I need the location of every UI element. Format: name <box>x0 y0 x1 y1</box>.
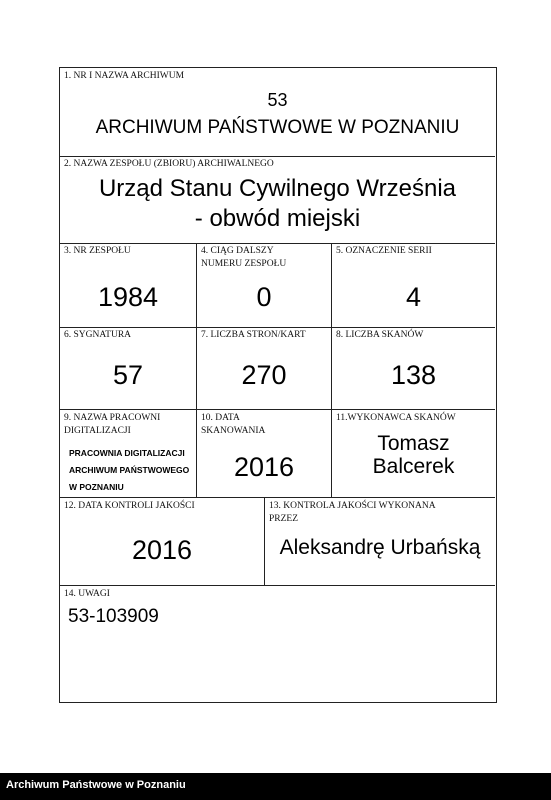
qc-date-value: 2016 <box>131 535 193 565</box>
archive-name: ARCHIWUM PAŃSTWOWE W POZNANIU <box>95 117 460 138</box>
footer-text: Archiwum Państwowe w Poznaniu <box>6 779 186 791</box>
scans-value: 138 <box>390 360 437 390</box>
notes-label: 14. UWAGI <box>64 589 110 599</box>
archive-cell <box>60 68 495 156</box>
metadata-form <box>59 67 497 703</box>
continuation-label-line2: NUMERU ZESPOŁU <box>201 259 287 269</box>
fonds-name-cell <box>60 156 495 243</box>
fonds-name-label: 2. NAZWA ZESPOŁU (ZBIORU) ARCHIWALNEGO <box>64 159 274 169</box>
qc-by-label-line2: PRZEZ <box>269 514 299 524</box>
workshop-value-line2: ARCHIWUM PAŃSTWOWEGO <box>69 465 190 475</box>
workshop-label-line1: 9. NAZWA PRACOWNI <box>64 413 161 423</box>
scans-label: 8. LICZBA SKANÓW <box>336 330 424 340</box>
qc-date-label: 12. DATA KONTROLI JAKOŚCI <box>64 501 195 511</box>
qc-by-label-line1: 13. KONTROLA JAKOŚCI WYKONANA <box>269 501 436 511</box>
workshop-label-line2: DIGITALIZACJI <box>64 426 131 436</box>
fonds-number-value: 1984 <box>97 282 159 312</box>
archive-label: 1. NR I NAZWA ARCHIWUM <box>64 71 185 81</box>
scanner-value-line2: Balcerek <box>372 455 455 478</box>
series-value: 4 <box>405 282 422 312</box>
pages-label: 7. LICZBA STRON/KART <box>201 330 306 340</box>
series-cell <box>331 243 495 327</box>
continuation-value: 0 <box>256 282 272 312</box>
workshop-value-line1: PRACOWNIA DIGITALIZACJI <box>69 448 185 458</box>
notes-cell <box>60 585 495 701</box>
pages-cell <box>196 327 331 409</box>
pages-value: 270 <box>241 360 287 390</box>
scan-date-label-line2: SKANOWANIA <box>201 426 266 436</box>
qc-by-cell <box>264 497 495 585</box>
signature-label: 6. SYGNATURA <box>64 330 132 340</box>
archive-number: 53 <box>267 90 288 110</box>
fonds-number-cell <box>60 243 196 327</box>
signature-cell <box>60 327 196 409</box>
fonds-name-line1: Urząd Stanu Cywilnego Września <box>98 175 457 202</box>
qc-by-value: Aleksandrę Urbańską <box>279 536 481 559</box>
scan-date-cell <box>196 409 331 497</box>
scan-date-label-line1: 10. DATA <box>201 413 240 423</box>
scanner-value-line1: Tomasz <box>377 432 450 455</box>
continuation-cell <box>196 243 331 327</box>
workshop-cell <box>60 409 196 497</box>
continuation-label-line1: 4. CIĄG DALSZY <box>201 246 274 256</box>
scanner-label: 11.WYKONAWCA SKANÓW <box>336 413 456 423</box>
scanner-cell <box>331 409 495 497</box>
fonds-number-label: 3. NR ZESPOŁU <box>64 246 131 256</box>
signature-value: 57 <box>112 360 144 390</box>
workshop-value-line3: W POZNANIU <box>69 482 124 492</box>
notes-value: 53-103909 <box>68 606 159 627</box>
scans-cell <box>331 327 495 409</box>
series-label: 5. OZNACZENIE SERII <box>336 246 432 256</box>
fonds-name-line2: - obwód miejski <box>194 205 361 232</box>
qc-date-cell <box>60 497 264 585</box>
scan-date-value: 2016 <box>233 452 295 482</box>
footer-bar <box>0 773 551 800</box>
